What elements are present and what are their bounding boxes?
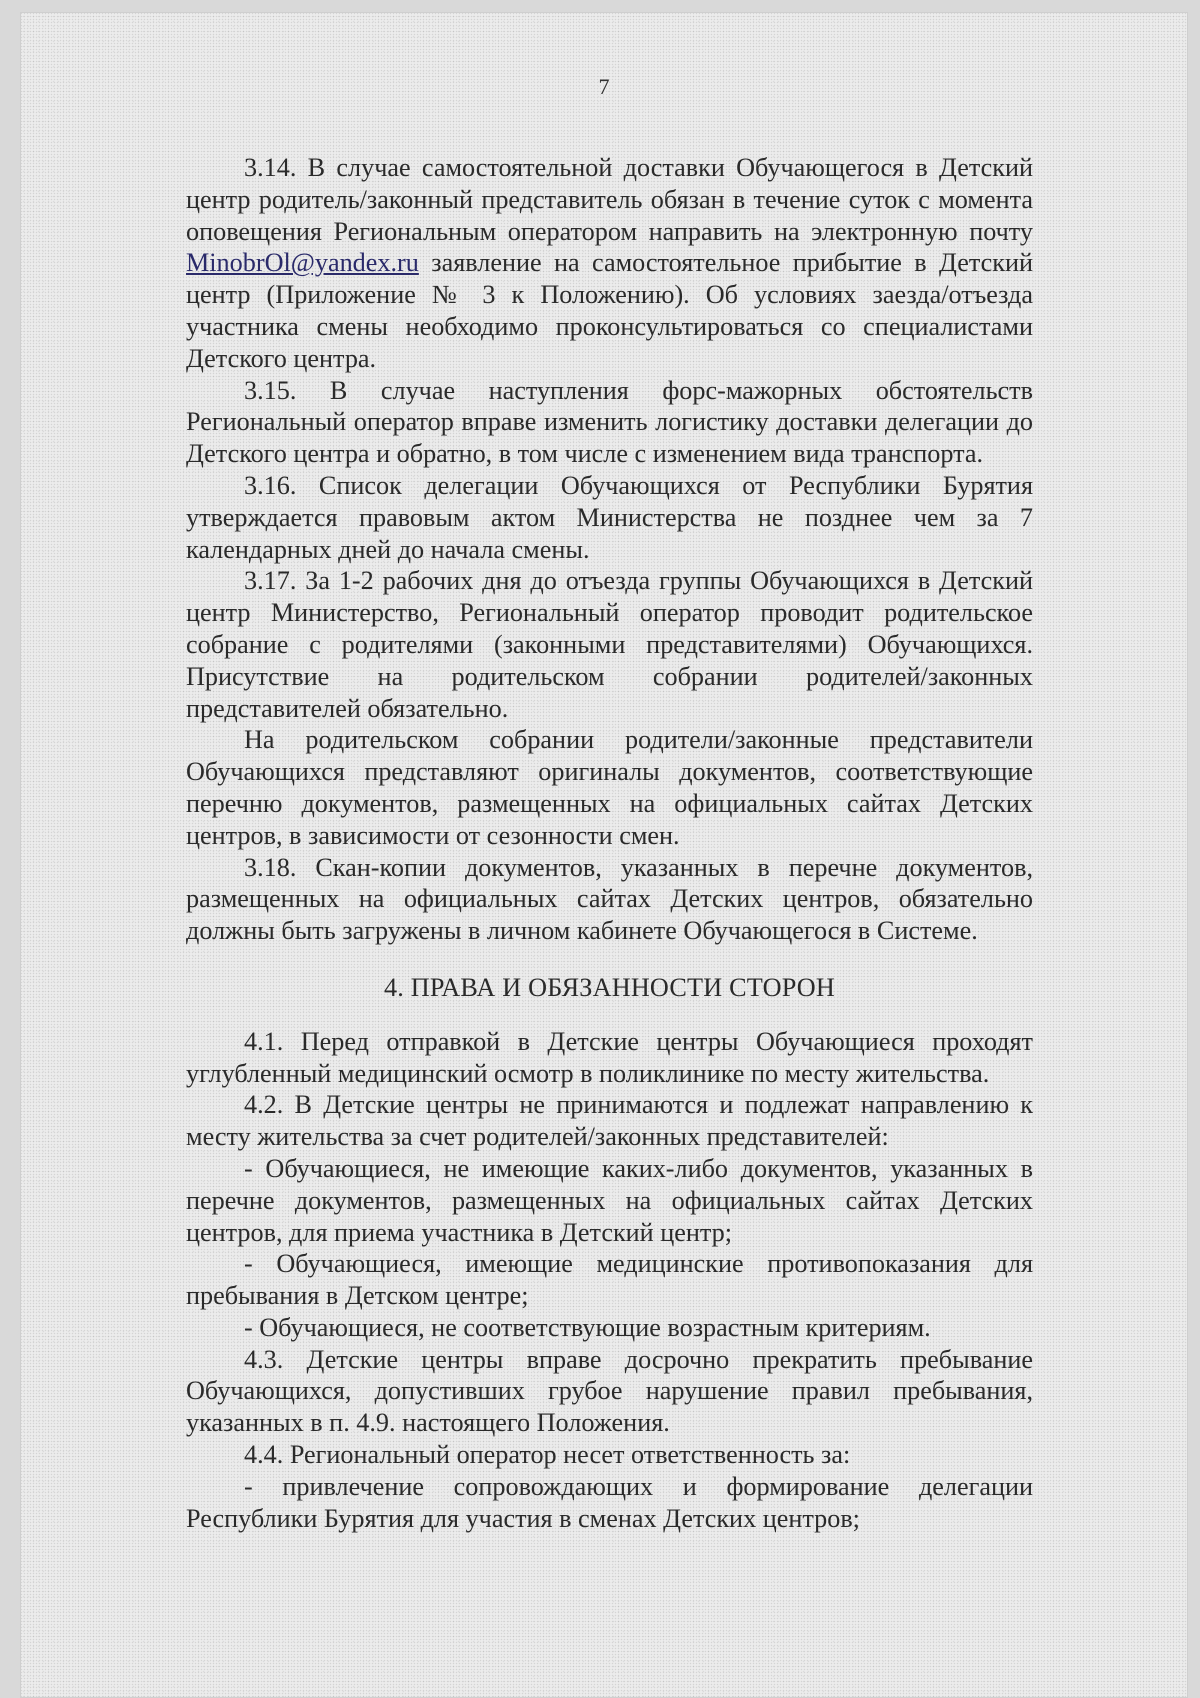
paragraph-4-4: 4.4. Региональный оператор несет ответственность за: xyxy=(244,1440,851,1470)
paragraph-text: 3.14. В случае самостоятельной доставки Обучающегося в Детский центр родитель/законный представитель обязан в течение суток с момента оповещения Региональным оператором направить на электронную почту xyxy=(186,153,1033,246)
list-item: - привлечение сопровождающих и формирование делегации Республики Бурятия для участия в сменах Детских центров; xyxy=(186,1471,1033,1533)
email-link[interactable]: MinobrOl@yandex.ru xyxy=(186,248,419,278)
section-heading: 4. ПРАВА И ОБЯЗАННОСТИ СТОРОН xyxy=(383,972,836,1002)
paragraph-4-1: 4.1. Перед отправкой в Детские центры Обучающиеся проходят углубленный медицинский осмотр в поликлинике по месту жительства. xyxy=(186,1026,1033,1088)
paragraph-3-17-continued: На родительском собрании родители/законные представители Обучающихся представляют оригиналы документов, соответствующие перечню документов, размещенных на официальных сайтах Детских центров, в зависимости от сезонности смен. xyxy=(186,725,1033,850)
document-page xyxy=(20,12,1188,1698)
paragraph-3-17: 3.17. За 1-2 рабочих дня до отъезда группы Обучающихся в Детский центр Министерство, Региональный оператор проводит родительское собрание с родителями (законными представителями) Обучающихся. Присутствие на родительском собрании родителей/законных представителей обязательно. xyxy=(186,566,1033,723)
paragraph-3-15: 3.15. В случае наступления форс-мажорных обстоятельств Региональный оператор вправе изменить логистику доставки делегации до Детского центра и обратно, в том числе с изменением вида транспорта. xyxy=(186,375,1033,469)
paragraph-3-14 xyxy=(186,152,1033,375)
paragraph-4-3: 4.3. Детские центры вправе досрочно прекратить пребывание Обучающихся, допустивших грубое нарушение правил пребывания, указанных в п. 4.9. настоящего Положения. xyxy=(186,1344,1033,1438)
page-number: 7 xyxy=(598,74,610,99)
list-item: - Обучающиеся, не соответствующие возрастным критериям. xyxy=(244,1312,931,1342)
list-item: - Обучающиеся, имеющие медицинские противопоказания для пребывания в Детском центре; xyxy=(186,1249,1033,1311)
paragraph-4-2: 4.2. В Детские центры не принимаются и подлежат направлению к месту жительства за счет родителей/законных представителей: xyxy=(186,1090,1033,1152)
paragraph-3-18: 3.18. Скан-копии документов, указанных в перечне документов, размещенных на официальных сайтах Детских центров, обязательно должны быть загружены в личном кабинете Обучающегося в Системе. xyxy=(186,852,1033,946)
list-item: - Обучающиеся, не имеющие каких-либо документов, указанных в перечне документов, размещенных на официальных сайтах Детских центров, для приема участника в Детский центр; xyxy=(186,1153,1033,1247)
paragraph-text: заявление на самостоятельное прибытие в Детский центр (Приложение № 3 к Положению). Об условиях заезда/отъезда участника смены необходимо проконсультироваться со специалистами Детского центра. xyxy=(186,248,1033,373)
document-body xyxy=(186,152,1033,1534)
paragraph-3-16: 3.16. Список делегации Обучающихся от Республики Бурятия утверждается правовым актом Министерства не позднее чем за 7 календарных дней до начала смены. xyxy=(186,470,1033,564)
